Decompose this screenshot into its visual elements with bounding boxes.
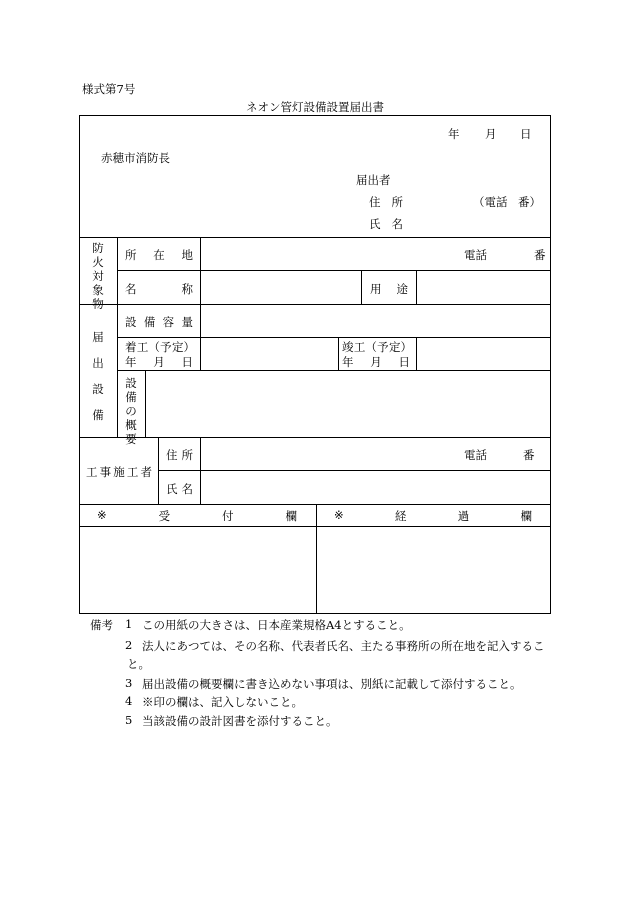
form-title: ネオン管灯設備設置届出書 [246,100,384,114]
column-divider [316,504,317,614]
addressee: 赤穂市消防長 [101,151,170,165]
column-divider [145,370,146,437]
row-divider [117,370,551,371]
form-number: 様式第7号 [82,82,136,96]
row-divider [117,337,551,338]
remark-number: 4 [125,694,133,708]
remark-number: 1 [125,617,133,631]
location-label: 所 在 地 [125,248,193,262]
remark-number: 5 [125,713,133,727]
use-label: 用 途 [370,282,408,296]
capacity-label: 設 備 容 量 [125,315,193,329]
equipment-section-label: 届出設備 [92,330,104,422]
contractor-address-label: 住 所 [166,448,193,462]
location-phone-label: 電話 [464,248,487,262]
column-divider [338,337,339,370]
contractor-phone-label: 電話 [464,448,487,462]
row-divider [79,437,551,438]
date-month: 月 [485,127,497,141]
location-phone-suffix: 番 [534,248,546,262]
remarks-label: 備考 [90,618,113,632]
finish-label: 竣 工（ 予 定） [342,340,412,354]
column-divider [117,237,118,437]
date-year: 年 [448,127,460,141]
date-day: 日 [520,127,532,141]
contractor-phone-suffix: 番 [523,448,535,462]
start-label: 着 工（ 予 定） [125,340,195,354]
row-divider [79,526,551,527]
name-label: 名 称 [125,282,193,296]
overview-label: 設備の概要 [125,376,137,446]
row-divider [79,504,551,505]
row-divider [79,237,551,238]
row-divider [158,470,551,471]
remark-text-continued: と。 [127,657,150,671]
contractor-section-label: 工 事 施 工 者 [86,465,152,479]
remark-text: ※印の欄は、記入しないこと。 [142,695,303,709]
notifier-name-label: 氏 名 [369,217,403,231]
column-divider [200,237,201,370]
column-divider [158,437,159,504]
row-divider [117,270,551,271]
remark-text: この用紙の大きさは、日本産業規格A4とすること。 [142,618,411,632]
remark-text: 法人にあつては、その名称、代表者氏名、主たる事務所の所在地を記入するこ [142,639,545,653]
remark-number: 3 [125,676,133,690]
fire-target-section-label: 防火対象物 [92,241,104,311]
column-divider [416,337,417,370]
start-date-label: 年 月 日 [125,355,193,369]
finish-date-label: 年 月 日 [342,355,410,369]
notifier-phone-label: （電話 番） [473,195,541,209]
column-divider [416,270,417,304]
remark-text: 当該設備の設計図書を添付すること。 [142,714,338,728]
notifier-address-label: 住 所 [369,195,403,209]
reception-header: ※ 受 付 欄 [97,508,297,523]
contractor-name-label: 氏 名 [166,482,193,496]
row-divider [79,304,551,305]
progress-header: ※ 経 過 欄 [334,508,532,523]
column-divider [200,437,201,504]
remark-number: 2 [125,638,133,652]
notifier-heading: 届出者 [356,173,391,187]
column-divider [361,270,362,304]
remark-text: 届出設備の概要欄に書き込めない事項は、別紙に記載して添付すること。 [142,677,522,691]
